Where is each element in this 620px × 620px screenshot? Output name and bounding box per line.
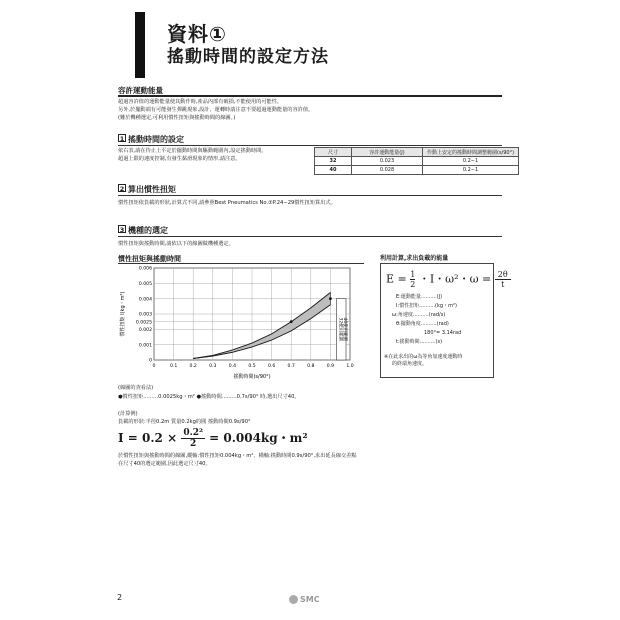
brand-name: SMC [300, 595, 320, 604]
page-subtitle: 搖動時間的設定方法 [167, 47, 329, 67]
example-formula-rhs: = 0.004kg・m² [209, 431, 308, 445]
section-heading-energy: 容許運動能量 [118, 86, 163, 95]
chart-x-tick-label: 0.9 [326, 364, 335, 369]
step1-text-2: 超過上限的速度控制,有發生黏滑現象的情形,請注意。 [118, 156, 241, 162]
section-divider [118, 95, 502, 97]
example-heading: (計算例) [118, 411, 138, 417]
formula-legend-e: E:運動能量..........(J) [396, 294, 443, 300]
formula-heading: 利用計算,求出負載的能量 [380, 255, 449, 262]
table-cell: 0.028 [352, 166, 423, 175]
chart-x-tick-label: 0.1 [169, 364, 178, 369]
chart-y-ticks [136, 266, 152, 364]
table-cell: 0.023 [352, 157, 423, 166]
table-cell: 0.2∼1 [423, 157, 519, 166]
chart-x-tick-label: 0 [152, 364, 156, 369]
formula-legend-theta: θ:擺動角度..........(rad) [396, 321, 449, 327]
formula-note-1: ※在此求出的ω為等角加速度運動時 [384, 354, 463, 360]
chart-y-label: 慣性扭矩 I(kg・m²) [120, 291, 126, 337]
step2-divider [118, 195, 502, 196]
chart-x-tick-label: 0.4 [228, 364, 237, 369]
energy-text-1: 超過容許值的運動能量使其動作時,產品內部有破損,不能使用的可能性。 [118, 99, 283, 105]
step2-heading [118, 184, 176, 195]
table-cell: 32 [315, 157, 352, 166]
chart-y-tick-label: 0.005 [138, 281, 152, 287]
size-table-header: 容許運動能量(J) [352, 148, 423, 157]
chart-x-tick-label: 0.6 [267, 364, 276, 369]
energy-text-3: (難於機種選定,可利用慣性扭矩與搖動時間的線圖。) [118, 115, 236, 121]
chart-x-ticks [153, 363, 354, 369]
example-text-3: 在尺寸40的選定範圍,因此選定尺寸40。 [118, 461, 211, 467]
formula-legend-rad: 180°= 3.14rad [424, 330, 462, 336]
example-text-2: 於慣性扭矩與搖動時間的線圖,縱軸:慣性扭矩0.004kg・m²、橫軸:搖動時間0.9s/90°,求出延長線交差點 [118, 453, 357, 459]
size-table-header: 尺寸 [315, 148, 352, 157]
energy-text-2: 另外,於擺動端有可能發生彈跳現象,設計、運轉時請注意不要超過運動能量的容許值。 [118, 107, 314, 113]
step1-title: 搖動時間的設定 [128, 135, 184, 144]
size-table [314, 147, 519, 175]
chart-x-tick-label: 0.7 [287, 364, 295, 369]
chart-y-tick-label: 0.001 [138, 343, 152, 349]
step3-number: 3 [119, 226, 125, 234]
chart-y-tick-label: 0.006 [138, 266, 152, 272]
formula-note-2: 的終端角速度。 [392, 361, 428, 367]
title-bar-decoration [135, 12, 145, 78]
table-row [315, 157, 519, 166]
step3-heading [118, 225, 168, 236]
chart-x-tick-label: 1.0 [346, 364, 354, 369]
step3-title: 機種的選定 [128, 226, 168, 235]
step3-text: 慣性扭矩與搖動時間,請依以下的線圖做機種選定。 [118, 241, 234, 247]
chart-y-tick-label: 0 [149, 358, 152, 364]
step2-number: 2 [119, 185, 125, 193]
step1-text-1: 依右表,請在待止上平定於擺動時間與驅動範圍內,設定搖動時間。 [118, 148, 267, 154]
chart-marker-point [290, 320, 293, 323]
reading-text: ●慣性扭矩.........0.0025kg・m² ●搖動時間.........0.7s/90° 時,選出尺寸40。 [118, 394, 300, 400]
example-formula-lhs: I = 0.2 × [118, 431, 178, 445]
chart-x-label: 搖動時間(s/90°) [233, 374, 271, 380]
chart-marker-point [329, 297, 332, 300]
step1-divider [118, 145, 502, 146]
step2-title: 算出慣性扭矩 [128, 185, 176, 194]
example-text-1: 負載的形狀:半徑0.2m 質量0.2kg的圓 搖動時間0.9s/90° [118, 419, 251, 425]
chart-range-label-32: 32使用範圍 [337, 317, 343, 342]
page-number: 2 [117, 593, 123, 602]
example-formula-den: 2 [190, 439, 197, 449]
step3-divider [118, 236, 502, 237]
inertia-chart [112, 262, 372, 387]
reading-heading: (線圖的查看法) [118, 385, 154, 391]
formula-legend-t: t:搖動時間..........(s) [396, 339, 443, 345]
chart-title: 慣性扭矩與搖動時間 [118, 255, 181, 263]
step1-number: 1 [119, 135, 125, 143]
page-title: 資料① [167, 22, 227, 46]
brand-logo [289, 595, 320, 604]
chart-y-tick-label: 0.004 [138, 297, 152, 303]
chart-y-tick-label: 0.0025 [135, 320, 152, 326]
chart-x-tick-label: 0.5 [248, 364, 256, 369]
chart-y-tick-label: 0.002 [138, 327, 152, 333]
step1-heading [118, 134, 184, 145]
size-table-header: 作動上安定的搖動時間調整範圍(s/90°) [423, 148, 519, 157]
smc-logo-icon [289, 595, 298, 604]
table-cell: 0.2∼1 [423, 166, 519, 175]
energy-formula: E = $\frac{1}{2}$ ・I・ω²・ω = $\frac{2\theta}{t}$ [386, 270, 511, 289]
example-formula [118, 428, 308, 449]
example-formula-num: 0.2² [183, 428, 203, 438]
chart-y-tick-label: 0.003 [138, 312, 152, 318]
formula-legend-i: I:慣性扭矩..........(kg・m²) [396, 303, 457, 309]
formula-legend-omega: ω:角速度..........(rad/s) [392, 312, 446, 318]
table-row [315, 166, 519, 175]
table-cell: 40 [315, 166, 352, 175]
chart-x-tick-label: 0.8 [307, 364, 315, 369]
chart-range-label-40: 40使用範圍 [341, 317, 347, 342]
chart-x-tick-label: 0.2 [189, 364, 197, 369]
step2-text: 慣性扭矩依負載的形狀,計算式不同,請參照Best Pneumatics No.⑦P.24∼29慣性扭矩算出式。 [118, 200, 336, 206]
chart-x-tick-label: 0.3 [209, 364, 217, 369]
